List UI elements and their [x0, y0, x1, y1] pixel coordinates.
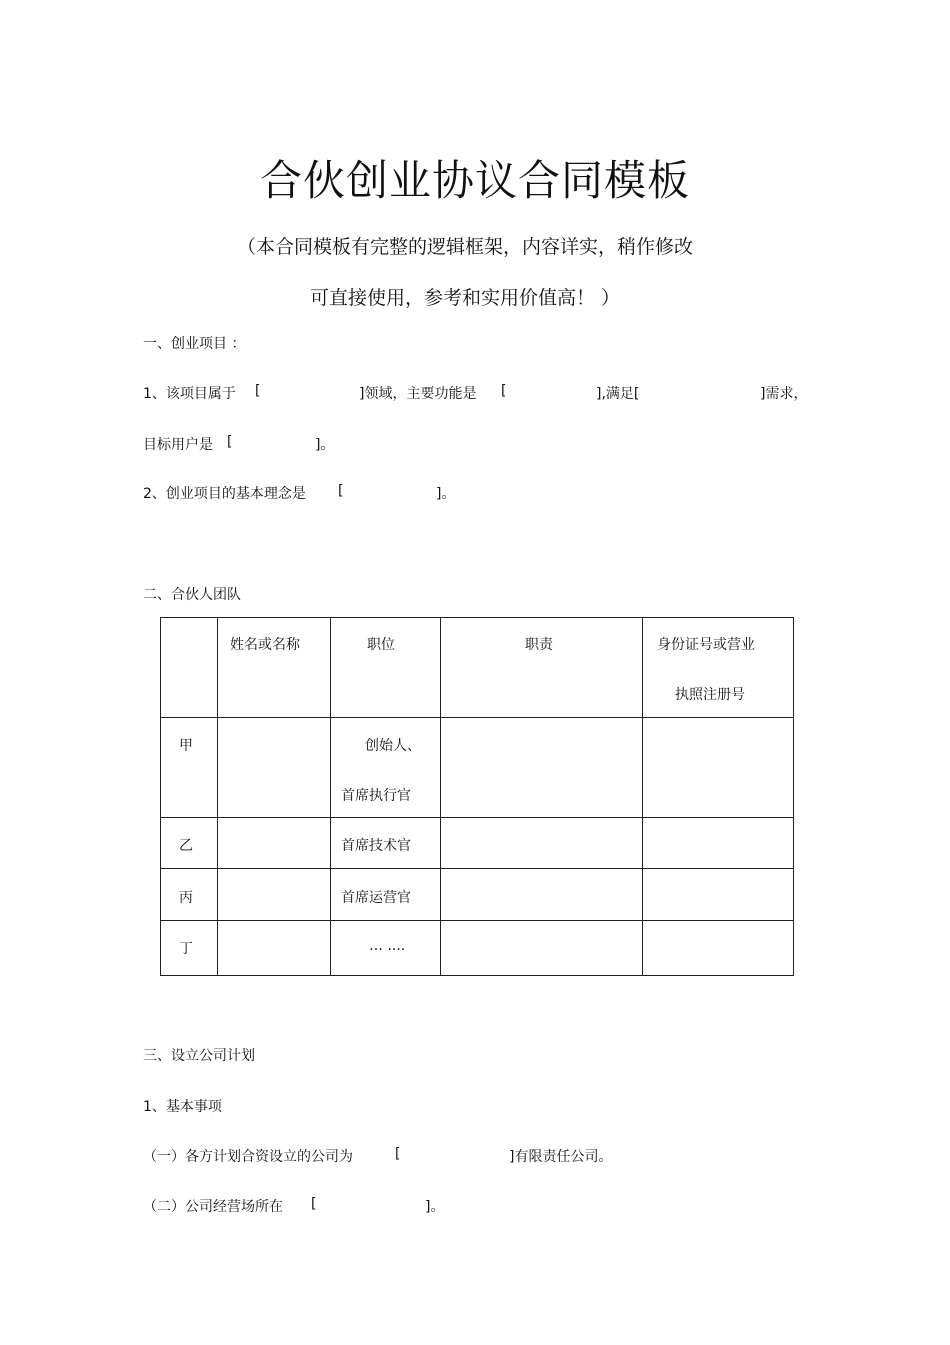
cell-party: 乙	[161, 818, 218, 869]
item1-bracket-open-2: [	[501, 383, 507, 399]
partner-team-table	[160, 617, 794, 976]
cell-duty	[441, 718, 643, 818]
cell-duty	[441, 921, 643, 976]
cell-position: 首席技术官	[331, 818, 441, 869]
item2-bracket-close: ]。	[436, 486, 456, 502]
p2-text: （二）公司经营场所在	[143, 1199, 283, 1215]
p2-bracket-open: [	[311, 1196, 317, 1212]
header-cell-name: 姓名或名称	[218, 618, 331, 718]
table-row	[161, 869, 794, 921]
cell-name	[218, 818, 331, 869]
cell-party: 甲	[161, 718, 218, 818]
p1-text-c: ]有限责任公司。	[509, 1149, 613, 1165]
p1-text: （一）各方计划合资设立的公司为	[143, 1149, 353, 1165]
cell-position: … ....	[331, 921, 441, 976]
table-row	[161, 718, 794, 818]
cell-name	[218, 869, 331, 921]
item1-line2-text: 目标用户是	[143, 437, 213, 453]
item1-text-c: ]领域，主要功能是	[359, 386, 477, 402]
header-cell-party	[161, 618, 218, 718]
section1-heading: 一、创业项目 ：	[143, 336, 246, 352]
cell-duty	[441, 818, 643, 869]
table-row	[161, 818, 794, 869]
cell-position: 首席运营官	[331, 869, 441, 921]
cell-name	[218, 718, 331, 818]
cell-id	[643, 818, 794, 869]
cell-party: 丙	[161, 869, 218, 921]
p2-bracket-close: ]。	[425, 1199, 445, 1215]
item2-bracket-open: [	[338, 483, 344, 499]
header-cell-duty: 职责	[441, 618, 643, 718]
item1-text-a: 1、该项目属于	[143, 386, 236, 402]
table-header-row	[161, 618, 794, 718]
cell-id	[643, 869, 794, 921]
section3-heading: 三、设立公司计划	[143, 1048, 255, 1064]
item2-text: 2、创业项目的基本理念是	[143, 486, 306, 502]
section3-sub1: 1、基本事项	[143, 1099, 222, 1115]
item1-line2-bracket-close: ]。	[315, 437, 335, 453]
header-cell-position: 职位	[331, 618, 441, 718]
cell-id	[643, 718, 794, 818]
cell-name	[218, 921, 331, 976]
item1-line2-bracket-open: [	[227, 434, 233, 450]
cell-duty	[441, 869, 643, 921]
item1-text-e: ],满足[	[596, 386, 640, 402]
header-cell-id: 身份证号或营业 执照注册号	[643, 618, 794, 718]
subtitle-line-1: （本合同模板有完整的逻辑框架，内容详实，稍作修改	[236, 236, 693, 258]
section2-heading: 二、合伙人团队	[143, 587, 241, 603]
cell-position: 创始人、 首席执行官	[331, 718, 441, 818]
cell-id	[643, 921, 794, 976]
item1-bracket-open-1: [	[255, 383, 261, 399]
cell-party: 丁	[161, 921, 218, 976]
p1-bracket-open: [	[395, 1146, 401, 1162]
subtitle-line-2: 可直接使用，参考和实用价值高！ ）	[309, 287, 621, 309]
document-title: 合伙创业协议合同模板	[259, 156, 690, 205]
table-row	[161, 921, 794, 976]
item1-text-f: ]需求，	[760, 386, 808, 402]
